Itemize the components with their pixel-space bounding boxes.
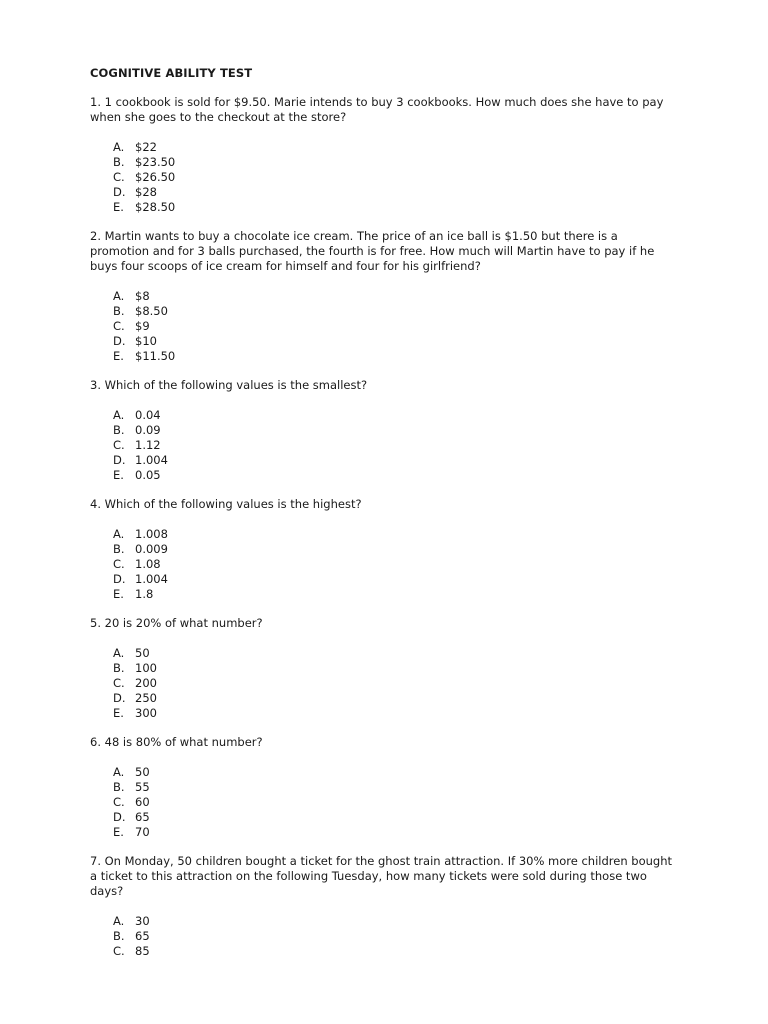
option-letter: A. — [113, 408, 125, 422]
answer-option — [113, 706, 678, 721]
answer-option — [113, 453, 678, 468]
option-letter: C. — [113, 676, 125, 690]
option-letter: C. — [113, 438, 125, 452]
option-letter: B. — [113, 780, 125, 794]
answer-option — [113, 795, 678, 810]
option-value: $9 — [135, 319, 150, 333]
answer-option — [113, 408, 678, 423]
option-letter: A. — [113, 646, 125, 660]
answer-option — [113, 155, 678, 170]
option-value: 200 — [135, 676, 157, 690]
option-letter: C. — [113, 557, 125, 571]
answer-option — [113, 140, 678, 155]
option-letter: E. — [113, 468, 124, 482]
option-value: $8 — [135, 289, 150, 303]
answer-option — [113, 334, 678, 349]
question-text: 6. 48 is 80% of what number? — [90, 735, 263, 749]
answer-option — [113, 185, 678, 200]
question-text: 1. 1 cookbook is sold for $9.50. Marie intends to buy 3 cookbooks. How much does she have to pay when she goes to the checkout at the store? — [90, 95, 664, 124]
answer-options — [90, 765, 678, 840]
question-text: 7. On Monday, 50 children bought a ticket for the ghost train attraction. If 30% more children bought a ticket to this attraction on the following Tuesday, how many tickets were sold during those two days? — [90, 854, 672, 898]
option-value: 100 — [135, 661, 157, 675]
option-value: 50 — [135, 765, 150, 779]
option-value: 1.004 — [135, 453, 168, 467]
question-7 — [90, 854, 678, 959]
answer-option — [113, 944, 678, 959]
question-text: 2. Martin wants to buy a chocolate ice cream. The price of an ice ball is $1.50 but there is a promotion and for 3 balls purchased, the fourth is for free. How much will Martin have to pay if he buys four scoops of ice cream for himself and four for his girlfriend? — [90, 229, 655, 273]
answer-option — [113, 929, 678, 944]
option-value: 0.09 — [135, 423, 161, 437]
answer-options — [90, 646, 678, 721]
question-5 — [90, 616, 678, 721]
answer-option — [113, 914, 678, 929]
option-letter: C. — [113, 795, 125, 809]
option-letter: A. — [113, 527, 125, 541]
option-letter: D. — [113, 185, 126, 199]
answer-option — [113, 527, 678, 542]
option-letter: A. — [113, 765, 125, 779]
option-value: $11.50 — [135, 349, 176, 363]
option-value: 0.05 — [135, 468, 161, 482]
option-letter: C. — [113, 319, 125, 333]
option-value: $28.50 — [135, 200, 176, 214]
option-value: 0.04 — [135, 408, 161, 422]
option-value: 30 — [135, 914, 150, 928]
option-value: 0.009 — [135, 542, 168, 556]
option-value: $28 — [135, 185, 157, 199]
answer-option — [113, 557, 678, 572]
option-value: 85 — [135, 944, 150, 958]
option-letter: B. — [113, 423, 125, 437]
option-letter: D. — [113, 572, 126, 586]
answer-options — [90, 527, 678, 602]
option-letter: E. — [113, 587, 124, 601]
answer-option — [113, 676, 678, 691]
answer-option — [113, 170, 678, 185]
answer-option — [113, 542, 678, 557]
option-letter: B. — [113, 155, 125, 169]
answer-option — [113, 349, 678, 364]
question-text: 5. 20 is 20% of what number? — [90, 616, 263, 630]
option-letter: E. — [113, 200, 124, 214]
answer-option — [113, 810, 678, 825]
option-value: 70 — [135, 825, 150, 839]
option-letter: A. — [113, 140, 125, 154]
option-value: 65 — [135, 929, 150, 943]
option-letter: D. — [113, 691, 126, 705]
option-letter: A. — [113, 289, 125, 303]
option-value: 60 — [135, 795, 150, 809]
answer-option — [113, 765, 678, 780]
answer-option — [113, 319, 678, 334]
answer-option — [113, 661, 678, 676]
page-title: COGNITIVE ABILITY TEST — [90, 66, 253, 80]
answer-option — [113, 587, 678, 602]
answer-option — [113, 646, 678, 661]
option-value: $10 — [135, 334, 157, 348]
option-letter: A. — [113, 914, 125, 928]
answer-option — [113, 825, 678, 840]
answer-option — [113, 572, 678, 587]
option-value: $26.50 — [135, 170, 176, 184]
answer-option — [113, 691, 678, 706]
option-letter: D. — [113, 810, 126, 824]
option-value: 1.12 — [135, 438, 161, 452]
answer-option — [113, 468, 678, 483]
option-value: 1.004 — [135, 572, 168, 586]
answer-option — [113, 438, 678, 453]
answer-option — [113, 200, 678, 215]
option-letter: D. — [113, 453, 126, 467]
option-letter: E. — [113, 825, 124, 839]
question-6 — [90, 735, 678, 840]
option-value: $22 — [135, 140, 157, 154]
question-list — [90, 95, 678, 959]
option-value: 50 — [135, 646, 150, 660]
option-value: 1.8 — [135, 587, 154, 601]
question-text: 3. Which of the following values is the smallest? — [90, 378, 368, 392]
option-value: 250 — [135, 691, 157, 705]
question-2 — [90, 229, 678, 364]
option-value: 55 — [135, 780, 150, 794]
option-value: $8.50 — [135, 304, 168, 318]
question-3 — [90, 378, 678, 483]
option-value: 65 — [135, 810, 150, 824]
question-text: 4. Which of the following values is the highest? — [90, 497, 362, 511]
option-letter: B. — [113, 542, 125, 556]
answer-options — [90, 289, 678, 364]
answer-option — [113, 780, 678, 795]
answer-option — [113, 289, 678, 304]
option-letter: B. — [113, 661, 125, 675]
answer-option — [113, 304, 678, 319]
option-value: 300 — [135, 706, 157, 720]
answer-option — [113, 423, 678, 438]
option-value: $23.50 — [135, 155, 176, 169]
option-letter: D. — [113, 334, 126, 348]
option-letter: B. — [113, 929, 125, 943]
question-4 — [90, 497, 678, 602]
answer-options — [90, 914, 678, 959]
option-letter: C. — [113, 944, 125, 958]
option-letter: C. — [113, 170, 125, 184]
answer-options — [90, 140, 678, 215]
option-value: 1.08 — [135, 557, 161, 571]
option-letter: E. — [113, 349, 124, 363]
question-1 — [90, 95, 678, 215]
option-letter: E. — [113, 706, 124, 720]
option-value: 1.008 — [135, 527, 168, 541]
option-letter: B. — [113, 304, 125, 318]
answer-options — [90, 408, 678, 483]
